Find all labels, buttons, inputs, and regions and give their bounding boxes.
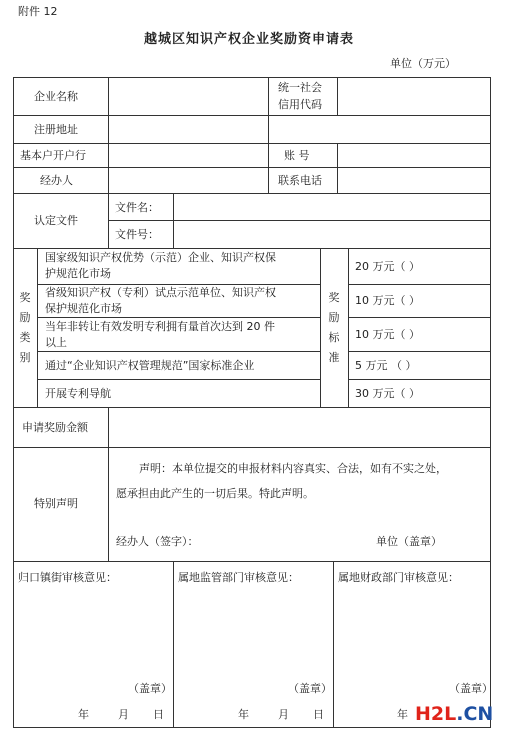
handler-label: 经办人 [40, 174, 73, 187]
col-divider [348, 248, 349, 407]
col-divider [108, 193, 109, 248]
company-name-label: 企业名称 [34, 90, 78, 103]
award-item-3: 当年非转让有效发明专利拥有量首次达到 20 件 [45, 320, 275, 333]
doc-number-label: 文件号： [115, 228, 159, 241]
seal-label: 单位（盖章） [376, 535, 442, 548]
date-month: 月 [118, 708, 129, 721]
declaration-text: 声明：本单位提交的申报材料内容真实、合法，如有不实之处， [139, 462, 447, 475]
date-month: 月 [278, 708, 289, 721]
col-divider [337, 77, 338, 115]
attachment-label: 附件 12 [18, 5, 58, 18]
doc-name-label: 文件名： [115, 201, 159, 214]
row-divider [13, 143, 491, 144]
col-divider [173, 193, 174, 248]
row-divider [348, 284, 491, 285]
cert-doc-label: 认定文件 [34, 214, 78, 227]
unit-label: 单位（万元） [390, 57, 456, 70]
award-item-5: 开展专利导航 [45, 387, 111, 400]
date-year: 年 [397, 708, 408, 721]
watermark-text: .CN [456, 703, 494, 725]
watermark-text: H2L [415, 703, 457, 725]
seal-label: （盖章） [449, 682, 493, 695]
account-label: 账 号 [284, 149, 310, 162]
review-label-town: 归口镇街审核意见： [18, 571, 117, 584]
award-item-1: 国家级知识产权优势（示范）企业、知识产权保 [45, 251, 276, 264]
award-item-3: 以上 [45, 336, 67, 349]
apply-amount-label: 申请奖励金额 [22, 421, 88, 434]
review-label-supervision: 属地监管部门审核意见： [178, 571, 299, 584]
watermark-logo [415, 705, 493, 724]
row-divider [13, 167, 491, 168]
date-day: 日 [313, 708, 324, 721]
row-divider [37, 317, 320, 318]
row-divider [348, 351, 491, 352]
declaration-label: 特别声明 [34, 497, 78, 510]
col-divider [37, 248, 38, 407]
date-day: 日 [153, 708, 164, 721]
review-label-finance: 属地财政部门审核意见： [338, 571, 459, 584]
col-divider [337, 143, 338, 193]
award-standard-label: 奖励标准 [328, 291, 340, 364]
row-divider [108, 220, 491, 221]
row-divider [37, 284, 320, 285]
col-divider [108, 77, 109, 193]
form-table [13, 77, 494, 728]
award-item-2: 省级知识产权（专利）试点示范单位、知识产权 [45, 286, 276, 299]
credit-code-label: 信用代码 [278, 98, 322, 111]
award-item-4: 通过“企业知识产权管理规范”国家标准企业 [45, 359, 255, 372]
row-divider [13, 407, 491, 408]
registered-address-label: 注册地址 [34, 123, 78, 136]
signer-label: 经办人（签字）： [116, 535, 199, 548]
col-divider [108, 407, 109, 561]
date-year: 年 [78, 708, 89, 721]
row-divider [13, 248, 491, 249]
row-divider [37, 379, 320, 380]
date-year: 年 [238, 708, 249, 721]
award-amount-4: 5 万元 （ ） [355, 359, 417, 372]
award-amount-5: 30 万元（ ） [355, 387, 420, 400]
page-title: 越城区知识产权企业奖励资申请表 [144, 32, 355, 47]
award-category-label: 奖励类别 [19, 291, 31, 364]
row-divider [348, 379, 491, 380]
row-divider [348, 317, 491, 318]
row-divider [13, 193, 491, 194]
award-amount-2: 10 万元（ ） [355, 294, 420, 307]
award-item-2: 保护规范化市场 [45, 302, 122, 315]
row-divider [13, 447, 491, 448]
award-amount-1: 20 万元（ ） [355, 260, 420, 273]
seal-label: （盖章） [128, 682, 172, 695]
row-divider [37, 351, 320, 352]
row-divider [13, 115, 491, 116]
col-divider [173, 561, 174, 728]
declaration-text: 愿承担由此产生的一切后果。特此声明。 [116, 487, 314, 500]
credit-code-label: 统一社会 [278, 81, 322, 94]
col-divider [268, 77, 269, 193]
award-item-1: 护规范化市场 [45, 267, 111, 280]
bank-label: 基本户开户行 [20, 149, 86, 162]
seal-label: （盖章） [288, 682, 332, 695]
col-divider [320, 248, 321, 407]
col-divider [333, 561, 334, 728]
award-amount-3: 10 万元（ ） [355, 328, 420, 341]
phone-label: 联系电话 [278, 174, 322, 187]
row-divider [13, 561, 491, 562]
